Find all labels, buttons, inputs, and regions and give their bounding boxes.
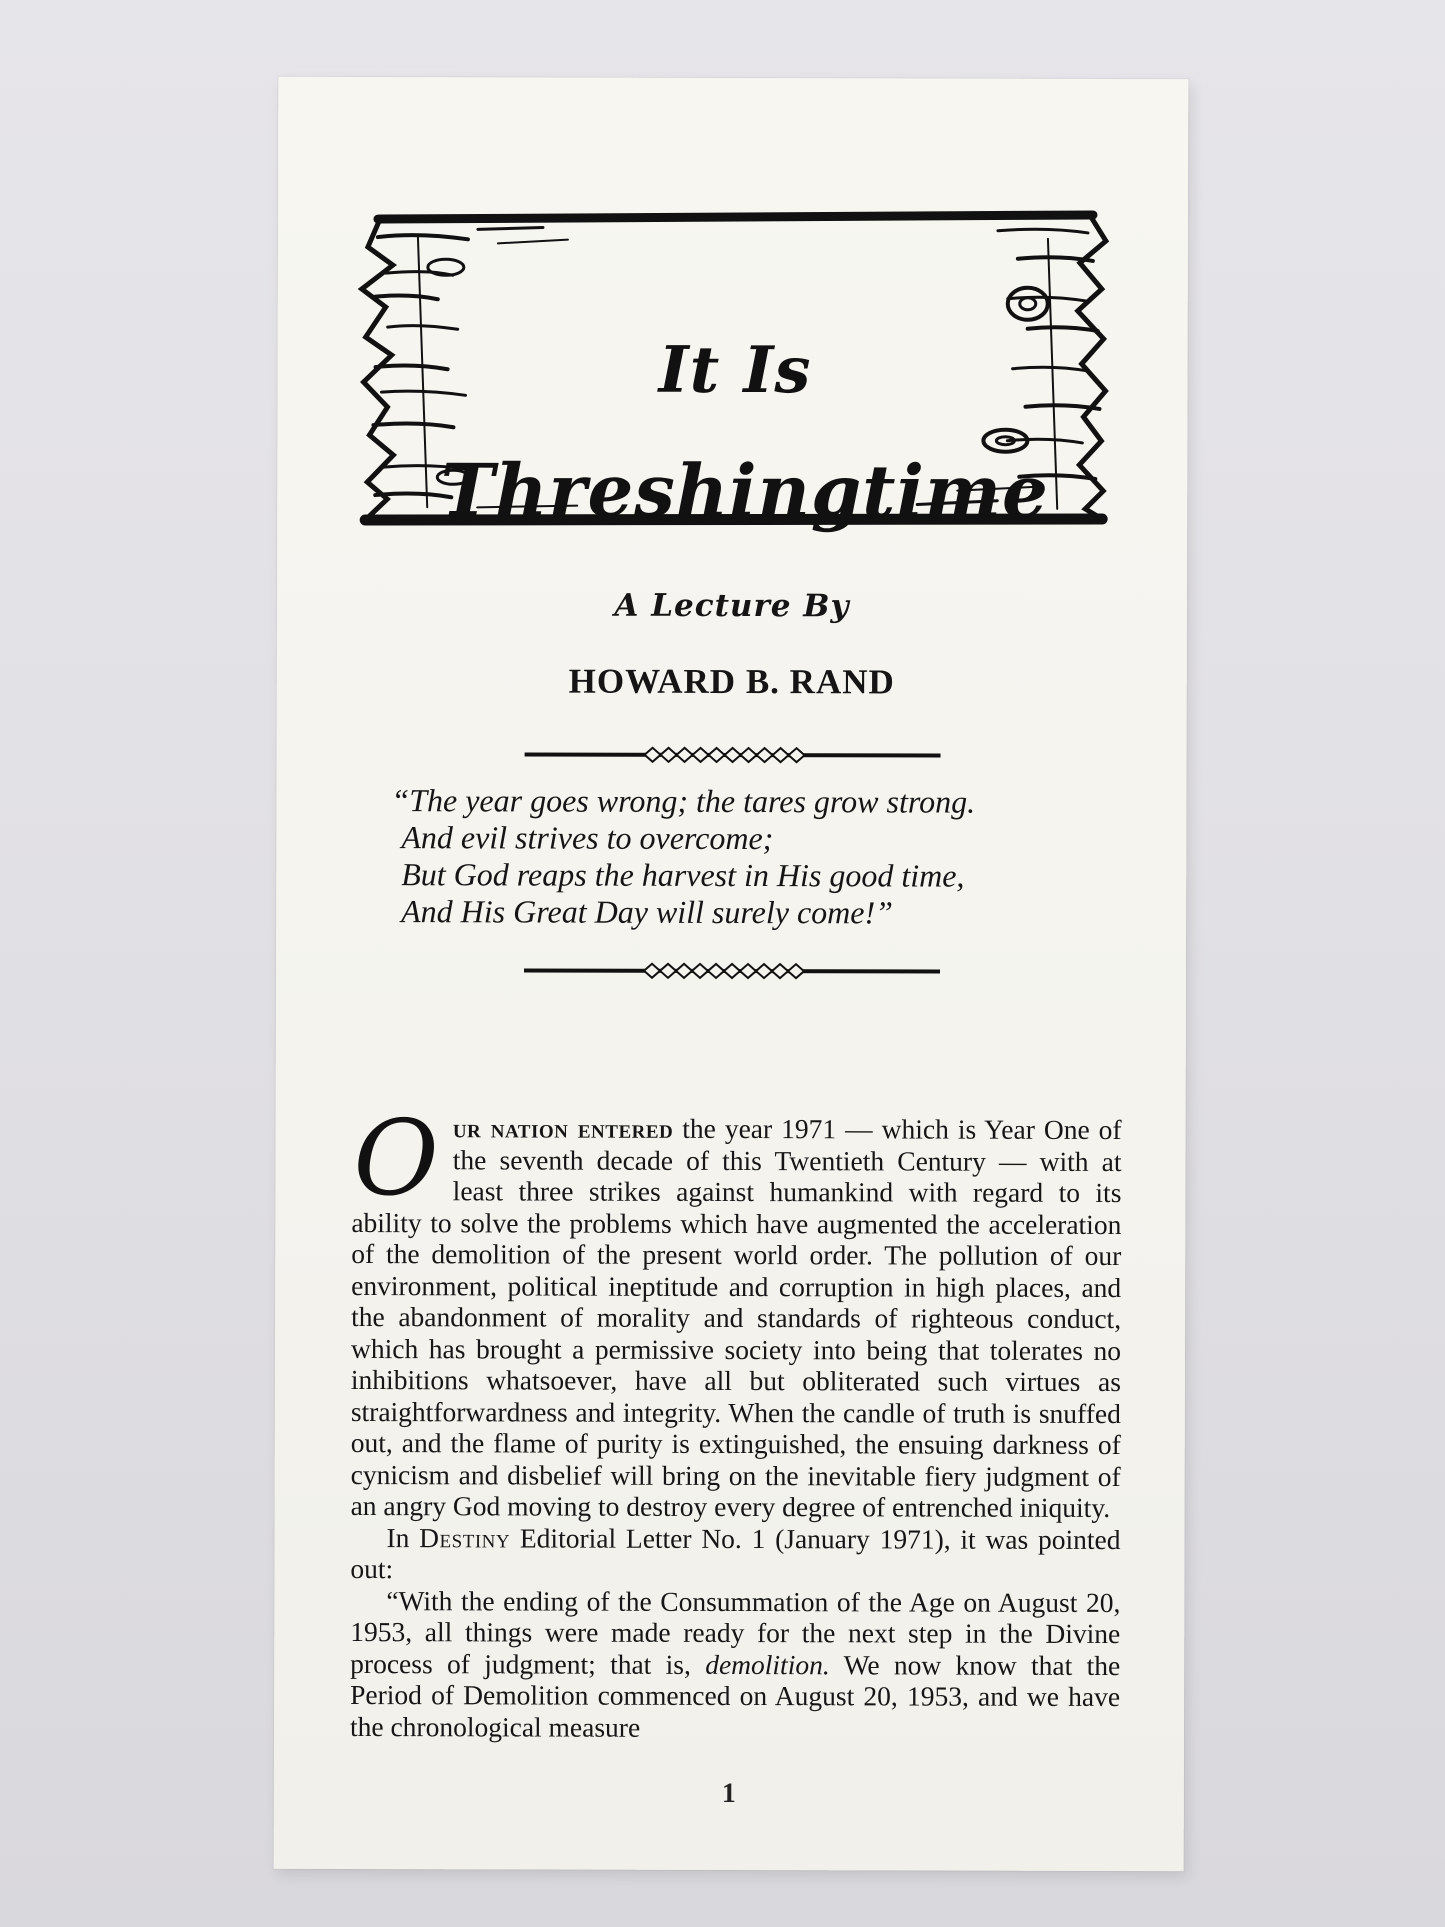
ornamental-divider-top bbox=[525, 744, 941, 765]
title-line-2: Threshingtime bbox=[440, 447, 1049, 534]
page-number: 1 bbox=[721, 1777, 736, 1810]
paragraph-1 bbox=[350, 1097, 1122, 1524]
lead-in-smallcaps: ur nation entered bbox=[452, 1112, 674, 1144]
title-banner bbox=[357, 177, 1113, 539]
title-line-1: It Is bbox=[658, 332, 812, 409]
poem-line: But God reaps the harvest in His good time, bbox=[401, 856, 965, 894]
paragraph-3-start: “With the ending of the Consummation of the Age on August 20, 1953, all things were made ready for the next step in the Divine process of judgment; that is, bbox=[350, 1584, 1121, 1680]
paragraph-3-text: We now know that the Period of Demolition commenced on August 20, 1953, and we have the chronological measure bbox=[349, 1648, 1121, 1743]
magazine-name: Destiny bbox=[419, 1521, 511, 1553]
paragraph-2 bbox=[350, 1522, 1120, 1587]
drop-cap: O bbox=[353, 1097, 439, 1220]
epigraph-poem bbox=[391, 782, 1101, 932]
lecture-body bbox=[349, 1097, 1122, 1744]
paragraph-1-text: the year 1971 — which is Year One of the seventh decade of this Twentieth Century — with at least three strikes against humankind with regard to its ability to solve the problems which have augmented the acceleration of the demolition of the present world order. The pollution of our environment, political ineptitude and corruption in high places, and the abandonment of morality and standards of righteous conduct, which has brought a permissive society into being that tolerates no inhibitions whatsoever, have all but obliterated such virtues as straightforwardness and integrity. When the candle of truth is snuffed out, and the flame of purity is extinguished, the ensuing darkness of cynicism and disbelief will bring on the inevitable fiery judgment of an angry God moving to destroy every degree of entrenched iniquity. bbox=[350, 1112, 1122, 1523]
author-name: HOWARD B. RAND bbox=[568, 661, 895, 702]
poem-line: And evil strives to overcome; bbox=[401, 819, 774, 857]
paragraph-3-quote bbox=[350, 1585, 1120, 1745]
paragraph-2-text: Editorial Letter No. 1 (January 1971), it was pointed out: bbox=[350, 1521, 1121, 1585]
poem-line: And His Great Day will surely come!” bbox=[401, 893, 893, 931]
emphasis-word: demolition. bbox=[705, 1648, 830, 1680]
leaflet-page bbox=[274, 77, 1189, 1871]
poem-line: “The year goes wrong; the tares grow strong. bbox=[391, 782, 976, 820]
subtitle: A Lecture By bbox=[614, 587, 850, 625]
ornamental-divider-bottom bbox=[524, 960, 940, 981]
paragraph-2-start: In bbox=[386, 1521, 420, 1553]
